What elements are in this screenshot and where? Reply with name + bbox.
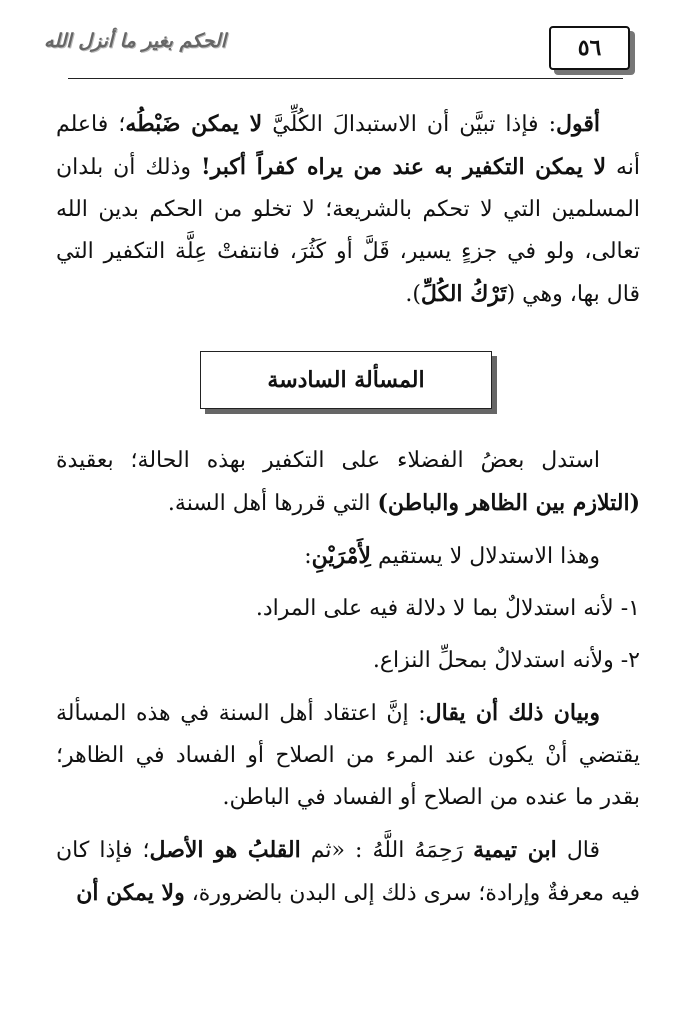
paragraph-quote: [56, 829, 640, 915]
bold-run: القلبُ هو الأصل: [149, 837, 301, 863]
text-run: وهذا الاستدلال لا يستقيم: [370, 544, 600, 569]
paragraph-reasons-intro: [56, 535, 640, 578]
section-title: المسألة السادسة: [267, 367, 425, 393]
bold-run: تَرْكُ الكُلِّ: [420, 281, 507, 307]
bold-run: أقول: [556, 111, 600, 137]
paragraph-conclusion: [56, 103, 640, 316]
text-run: : إنَّ اعتقاد أهل السنة في هذه المسألة يقتضي أنْ يكون عند المرء من الصلاح أو الفساد في الظاهر؛ بقدر ما عنده من الصلاح أو الفساد في الباطن.: [56, 701, 640, 810]
paragraph-claim: [56, 440, 640, 525]
bold-run: وبيان ذلك أن يقال: [425, 700, 600, 726]
running-title: الحكم بغير ما أنزل الله: [44, 30, 226, 52]
bold-run: ولا يمكن أن: [76, 880, 185, 906]
text-run: : فإذا تبيَّن أن الاستبدالَ الكُلِّيَّ: [262, 112, 557, 137]
text-run: التي قررها أهل السنة.: [167, 491, 378, 516]
body-text-lower: [56, 440, 640, 915]
text-run: وذلك أن بلدان المسلمين التي لا تحكم بالشريعة؛ لا تخلو من الحكم بدين الله تعالى، ولو في جزءٍ يسير، قَلَّ أو كَثُرَ، فانتفتْ عِلَّة التكفير التي قال بها، وهي (: [56, 155, 640, 307]
bold-run: لا يمكن التكفير به عند من يراه كفراً أكبر!: [200, 154, 607, 180]
header-divider: [68, 78, 623, 79]
text-run: قال: [556, 838, 601, 863]
page-number: ٥٦: [577, 35, 602, 61]
page-number-box: [549, 26, 630, 70]
text-run: ؛ فاعلم أنه: [56, 112, 641, 180]
text-run: رَحِمَهُ اللَّهُ : «ثم: [300, 838, 474, 863]
text-run: ).: [405, 282, 421, 307]
bold-run: ابن تيمية: [473, 837, 557, 863]
paragraph-explanation: [56, 692, 640, 819]
text-run: استدل بعضُ الفضلاء على التكفير بهذه الحالة؛ بعقيدة: [56, 448, 600, 473]
list-item-1: ١- لأنه استدلالٌ بما لا دلالة فيه على المراد.: [255, 596, 640, 621]
bold-run: لِأَمْرَيْنِ: [311, 543, 371, 569]
text-run: ؛ فإذا كان فيه معرفةٌ وإرادة؛ سرى ذلك إلى البدن بالضرورة،: [56, 838, 640, 906]
bold-run: (التلازم بين الظاهر والباطن): [377, 490, 640, 516]
list-item-2: ٢- ولأنه استدلالٌ بمحلِّ النزاع.: [372, 648, 640, 673]
section-title-box: [200, 351, 492, 409]
bold-run: لا يمكن ضَبْطُه: [125, 111, 263, 137]
text-run: :: [304, 544, 312, 569]
